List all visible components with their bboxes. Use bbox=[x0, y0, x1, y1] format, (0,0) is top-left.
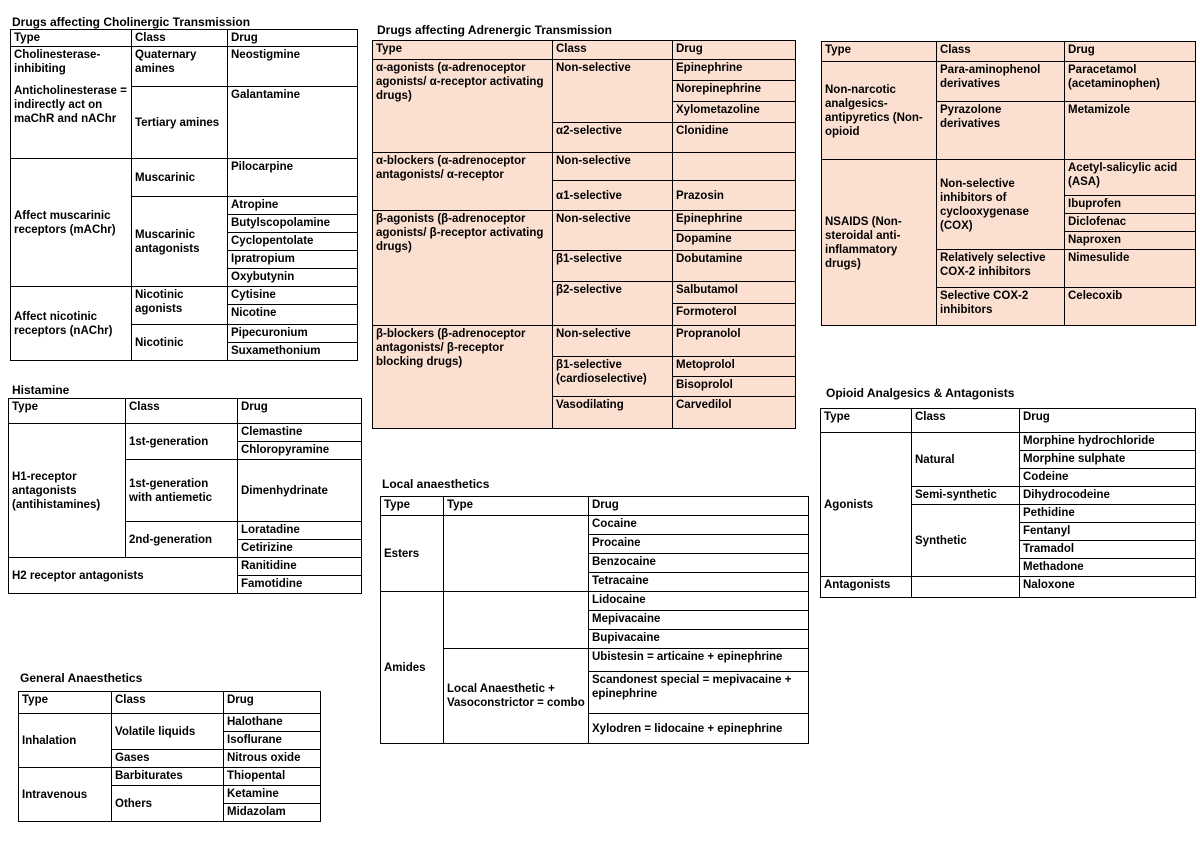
class-cell: Selective COX-2 inhibitors bbox=[937, 288, 1065, 326]
drug-cell: Methadone bbox=[1020, 559, 1196, 577]
drug-cell: Salbutamol bbox=[673, 282, 796, 304]
drug-cell: Ranitidine bbox=[238, 558, 362, 576]
drug-cell: Butylscopolamine bbox=[228, 215, 358, 233]
class-cell: α2-selective bbox=[553, 123, 673, 153]
drug-cell: Oxybutynin bbox=[228, 269, 358, 287]
type-cell: Esters bbox=[381, 516, 444, 592]
header-type: Type bbox=[821, 409, 912, 433]
drug-cell: Cocaine bbox=[589, 516, 809, 535]
class-cell: Nicotinic agonists bbox=[132, 287, 228, 325]
class-cell: Synthetic bbox=[912, 505, 1020, 577]
class-cell: 2nd-generation bbox=[126, 522, 238, 558]
class-cell: Non-selective bbox=[553, 60, 673, 123]
type-cell: Amides bbox=[381, 592, 444, 744]
header-type: Type bbox=[822, 42, 937, 62]
drug-cell: Morphine sulphate bbox=[1020, 451, 1196, 469]
nonopioid-table bbox=[821, 41, 1196, 326]
drug-cell: Nitrous oxide bbox=[224, 750, 321, 768]
cholinergic-title: Drugs affecting Cholinergic Transmission bbox=[12, 15, 251, 29]
drug-cell: Isoflurane bbox=[224, 732, 321, 750]
drug-cell: Pilocarpine bbox=[228, 159, 358, 197]
drug-cell: Chloropyramine bbox=[238, 442, 362, 460]
drug-cell: Procaine bbox=[589, 535, 809, 554]
drug-cell: Prazosin bbox=[673, 181, 796, 211]
class-cell: Barbiturates bbox=[112, 768, 224, 786]
header-type-2: Type bbox=[444, 497, 589, 516]
opioid-table bbox=[820, 408, 1196, 598]
drug-cell: Dobutamine bbox=[673, 251, 796, 282]
class-cell: Vasodilating bbox=[553, 397, 673, 429]
header-drug: Drug bbox=[224, 692, 321, 714]
drug-cell: Dimenhydrinate bbox=[238, 460, 362, 522]
class-cell: Natural bbox=[912, 433, 1020, 487]
local-table bbox=[380, 496, 809, 744]
drug-cell: Carvedilol bbox=[673, 397, 796, 429]
drug-cell: Lidocaine bbox=[589, 592, 809, 611]
class-cell: Gases bbox=[112, 750, 224, 768]
drug-cell: Atropine bbox=[228, 197, 358, 215]
class-cell: Tertiary amines bbox=[132, 87, 228, 159]
histamine-title: Histamine bbox=[12, 383, 70, 397]
class-cell: Non-selective bbox=[553, 153, 673, 181]
drug-cell: Propranolol bbox=[673, 326, 796, 357]
drug-cell: Xylodren = lidocaine + epinephrine bbox=[589, 714, 809, 744]
header-class: Class bbox=[553, 41, 673, 60]
type-cell: H2 receptor antagonists bbox=[9, 558, 238, 594]
class-cell: β1-selective (cardioselective) bbox=[553, 357, 673, 397]
header-drug: Drug bbox=[1065, 42, 1196, 62]
class-cell: Muscarinic bbox=[132, 159, 228, 197]
class-cell: Pyrazolone derivatives bbox=[937, 102, 1065, 160]
header-class: Class bbox=[132, 30, 228, 47]
class-cell: Volatile liquids bbox=[112, 714, 224, 750]
type-cell: α-blockers (α-adrenoceptor antagonists/ α-receptor bbox=[373, 153, 553, 211]
class-cell: Semi-synthetic bbox=[912, 487, 1020, 505]
header-drug: Drug bbox=[673, 41, 796, 60]
drug-cell: Naproxen bbox=[1065, 232, 1196, 250]
drug-cell: Thiopental bbox=[224, 768, 321, 786]
type-cell: Affect nicotinic receptors (nAChr) bbox=[11, 287, 132, 361]
class-cell: β1-selective bbox=[553, 251, 673, 282]
drug-cell: Bupivacaine bbox=[589, 630, 809, 649]
type-cell: β-agonists (β-adrenoceptor agonists/ β-receptor activating drugs) bbox=[373, 211, 553, 326]
class-cell: Others bbox=[112, 786, 224, 822]
drug-cell: Morphine hydrochloride bbox=[1020, 433, 1196, 451]
adrenergic-table bbox=[372, 40, 796, 429]
empty-cell bbox=[444, 592, 589, 649]
cholinesterase-inhibiting-type bbox=[11, 47, 132, 159]
class-cell: Non-selective bbox=[553, 326, 673, 357]
drug-cell: Tetracaine bbox=[589, 573, 809, 592]
type-cell: Agonists bbox=[821, 433, 912, 577]
drug-cell: Nicotine bbox=[228, 305, 358, 325]
header-drug: Drug bbox=[589, 497, 809, 516]
type-cell: H1-receptor antagonists (antihistamines) bbox=[9, 424, 126, 558]
drug-cell: Nimesulide bbox=[1065, 250, 1196, 288]
local-title: Local anaesthetics bbox=[382, 477, 490, 491]
empty-cell bbox=[444, 516, 589, 592]
cholinergic-table bbox=[10, 29, 358, 361]
drug-cell: Ipratropium bbox=[228, 251, 358, 269]
drug-cell: Dopamine bbox=[673, 231, 796, 251]
class-cell: Relatively selective COX-2 inhibitors bbox=[937, 250, 1065, 288]
opioid-title: Opioid Analgesics & Antagonists bbox=[826, 386, 1015, 400]
drug-cell: Acetyl-salicylic acid (ASA) bbox=[1065, 160, 1196, 196]
header-type: Type bbox=[9, 399, 126, 424]
type-cell: α-agonists (α-adrenoceptor agonists/ α-receptor activating drugs) bbox=[373, 60, 553, 153]
drug-cell: Pipecuronium bbox=[228, 325, 358, 343]
drug-cell: Loratadine bbox=[238, 522, 362, 540]
general-table bbox=[18, 691, 321, 822]
drug-cell: Cetirizine bbox=[238, 540, 362, 558]
header-type: Type bbox=[373, 41, 553, 60]
drug-cell: Epinephrine bbox=[673, 60, 796, 81]
class-cell: 1st-generation with antiemetic bbox=[126, 460, 238, 522]
drug-cell: Clemastine bbox=[238, 424, 362, 442]
drug-cell: Suxamethonium bbox=[228, 343, 358, 361]
drug-cell: Norepinephrine bbox=[673, 81, 796, 102]
header-drug: Drug bbox=[1020, 409, 1196, 433]
class-cell: Quaternary amines bbox=[132, 47, 228, 87]
type-label: Cholinesterase-inhibiting bbox=[14, 49, 101, 75]
drug-cell: Neostigmine bbox=[228, 47, 358, 87]
drug-cell: Galantamine bbox=[228, 87, 358, 159]
drug-cell: Codeine bbox=[1020, 469, 1196, 487]
adrenergic-title: Drugs affecting Adrenergic Transmission bbox=[377, 23, 612, 37]
type-cell: Affect muscarinic receptors (mAChr) bbox=[11, 159, 132, 287]
histamine-table bbox=[8, 398, 362, 594]
drug-cell: Celecoxib bbox=[1065, 288, 1196, 326]
drug-cell: Halothane bbox=[224, 714, 321, 732]
drug-cell: Naloxone bbox=[1020, 577, 1196, 598]
class-cell: Nicotinic bbox=[132, 325, 228, 361]
class-cell: 1st-generation bbox=[126, 424, 238, 460]
drug-cell: Dihydrocodeine bbox=[1020, 487, 1196, 505]
class-cell: α1-selective bbox=[553, 181, 673, 211]
header-class: Class bbox=[112, 692, 224, 714]
drug-cell: Fentanyl bbox=[1020, 523, 1196, 541]
header-type: Type bbox=[11, 30, 132, 47]
header-class: Class bbox=[126, 399, 238, 424]
drug-cell: Mepivacaine bbox=[589, 611, 809, 630]
drug-cell: Ubistesin = articaine + epinephrine bbox=[589, 649, 809, 672]
drug-cell: Ketamine bbox=[224, 786, 321, 804]
drug-cell: Pethidine bbox=[1020, 505, 1196, 523]
drug-cell: Midazolam bbox=[224, 804, 321, 822]
drug-cell: Tramadol bbox=[1020, 541, 1196, 559]
header-type: Type bbox=[19, 692, 112, 714]
type-cell: NSAIDS (Non-steroidal anti-inflammatory drugs) bbox=[822, 160, 937, 326]
type-cell: Intravenous bbox=[19, 768, 112, 822]
drug-cell: Benzocaine bbox=[589, 554, 809, 573]
drug-cell: Metoprolol bbox=[673, 357, 796, 377]
drug-cell: Formoterol bbox=[673, 304, 796, 326]
drug-cell: Metamizole bbox=[1065, 102, 1196, 160]
drug-cell: Epinephrine bbox=[673, 211, 796, 231]
drug-cell: Scandonest special = mepivacaine + epinephrine bbox=[589, 672, 809, 714]
class-cell: β2-selective bbox=[553, 282, 673, 326]
class-cell: Muscarinic antagonists bbox=[132, 197, 228, 287]
drug-cell: Clonidine bbox=[673, 123, 796, 153]
drug-cell: Cytisine bbox=[228, 287, 358, 305]
type-cell: Inhalation bbox=[19, 714, 112, 768]
type-cell: Antagonists bbox=[821, 577, 912, 598]
class-cell: Non-selective bbox=[553, 211, 673, 251]
class-cell: Non-selective inhibitors of cyclooxygenase (COX) bbox=[937, 160, 1065, 250]
drug-cell bbox=[673, 153, 796, 181]
class-cell: Para-aminophenol derivatives bbox=[937, 62, 1065, 102]
empty-cell bbox=[912, 577, 1020, 598]
drug-cell: Famotidine bbox=[238, 576, 362, 594]
header-drug: Drug bbox=[238, 399, 362, 424]
drug-cell: Paracetamol (acetaminophen) bbox=[1065, 62, 1196, 102]
drug-cell: Cyclopentolate bbox=[228, 233, 358, 251]
header-class: Class bbox=[912, 409, 1020, 433]
header-class: Class bbox=[937, 42, 1065, 62]
combo-cell: Local Anaesthetic + Vasoconstrictor = combo bbox=[444, 649, 589, 744]
drug-cell: Ibuprofen bbox=[1065, 196, 1196, 214]
drug-cell: Bisoprolol bbox=[673, 377, 796, 397]
drug-cell: Diclofenac bbox=[1065, 214, 1196, 232]
type-note: Anticholinesterase = indirectly act on maChR and nAChr bbox=[14, 85, 127, 125]
type-cell: β-blockers (β-adrenoceptor antagonists/ β-receptor blocking drugs) bbox=[373, 326, 553, 429]
general-title: General Anaesthetics bbox=[20, 671, 143, 685]
type-cell: Non-narcotic analgesics-antipyretics (Non-opioid bbox=[822, 62, 937, 160]
drug-cell: Xylometazoline bbox=[673, 102, 796, 123]
header-drug: Drug bbox=[228, 30, 358, 47]
header-type: Type bbox=[381, 497, 444, 516]
